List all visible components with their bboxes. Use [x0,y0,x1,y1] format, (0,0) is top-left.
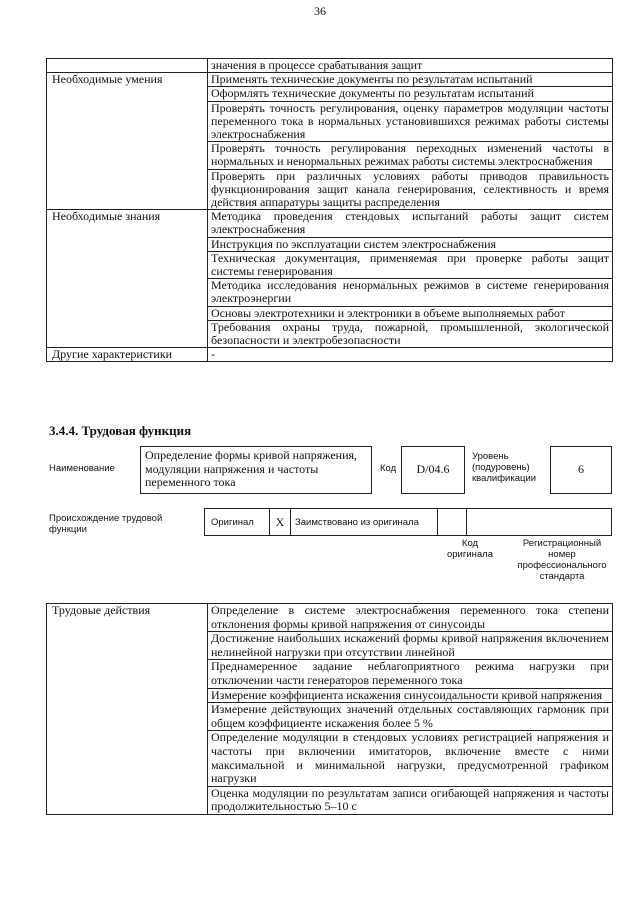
table-row [47,348,613,362]
origin-label: Происхождение трудовой функции [49,513,163,535]
list-item: Техническая документация, применяемая при проверке работы защит системы генерирования [208,251,613,278]
list-item: Проверять при различных условиях работы приводов правильность функционирования защит канала генерирования, селективность и время действия аппаратуры защиты распределения [208,169,613,210]
list-item: Измерение коэффициента искажения синусоидальности кривой напряжения [208,688,613,703]
page-number: 36 [314,4,326,18]
code-box [401,446,465,494]
list-item: Достижение наибольших искажений формы кривой напряжения включением нелинейной нагрузки при отсутствии линейной [208,632,613,660]
function-name: Определение формы кривой напряжения, модуляции напряжения и частоты переменного тока [145,448,358,489]
list-item: Оценка модуляции по результатам записи огибающей напряжения и частоты продолжительностью 5–10 с [208,786,613,814]
other-label: Другие характеристики [47,348,208,362]
reg-number-caption: Регистрационный номер профессионального стандарта [517,538,607,582]
list-item: Основы электротехники и электроники в объеме выполняемых работ [208,306,613,320]
code-original-cell [437,509,467,535]
list-item: Проверять точность регулирования, оценку параметров модуляции частоты переменного тока в нормальных установившихся режимах работы системы электроснабжения [208,101,613,142]
list-item: Требования охраны труда, пожарной, промышленной, экологической безопасности и электробезопасности [208,320,613,347]
list-item: Определение модуляции в стендовых условиях регистрацией напряжения и частоты при включении имитаторов, включение вместе с ними максимальной и минимальной нагрузки, предусмотренной графиком нагрузки [208,731,613,786]
list-item: - [208,348,613,362]
section-heading: 3.4.4. Трудовая функция [49,423,192,438]
list-item: Измерение действующих значений отдельных составляющих гармоник при общем коэффициенте искажения более 5 % [208,703,613,731]
level-box [550,446,612,494]
table-row [47,73,613,87]
list-item: Методика проведения стендовых испытаний работы защит систем электроснабжения [208,210,613,237]
list-item: Инструкция по эксплуатации систем электроснабжения [208,237,613,251]
borrowed-label: Заимствовано из оригинала [295,517,419,528]
list-item: Методика исследования ненормальных режимов в системе генерирования электроэнергии [208,279,613,306]
code-original-caption: Код оригинала [446,538,493,560]
row-label [47,59,208,73]
table-row [47,210,613,237]
function-name-box [140,446,372,494]
origin-row [204,508,612,536]
skills-knowledge-table [46,58,613,362]
skills-label: Необходимые умения [47,73,208,210]
labor-actions-table [46,603,613,815]
level-value: 6 [578,462,584,476]
list-item: Определение в системе электроснабжения переменного тока степени отклонения формы кривой напряжения от синусоиды [208,604,613,632]
list-item: Оформлять технические документы по результатам испытаний [208,87,613,101]
table-row [47,59,613,73]
list-item: Применять технические документы по результатам испытаний [208,73,613,87]
name-label: Наименование [49,463,115,474]
knowledge-label: Необходимые знания [47,210,208,348]
list-item: Преднамеренное задание неблагоприятного режима нагрузки при отключении части генераторов переменного тока [208,660,613,688]
original-mark: X [269,509,291,535]
table-row [47,604,613,632]
list-item: Проверять точность регулирования переходных изменений частоты в нормальных и ненормальных режимах работы системы электроснабжения [208,142,613,169]
code-label: Код [380,463,397,474]
list-item: значения в процессе срабатывания защит [208,59,613,73]
original-label: Оригинал [211,517,254,528]
level-label: Уровень (подуровень) квалификации [472,451,537,484]
actions-label: Трудовые действия [47,604,208,815]
code-value: D/04.6 [416,462,450,476]
